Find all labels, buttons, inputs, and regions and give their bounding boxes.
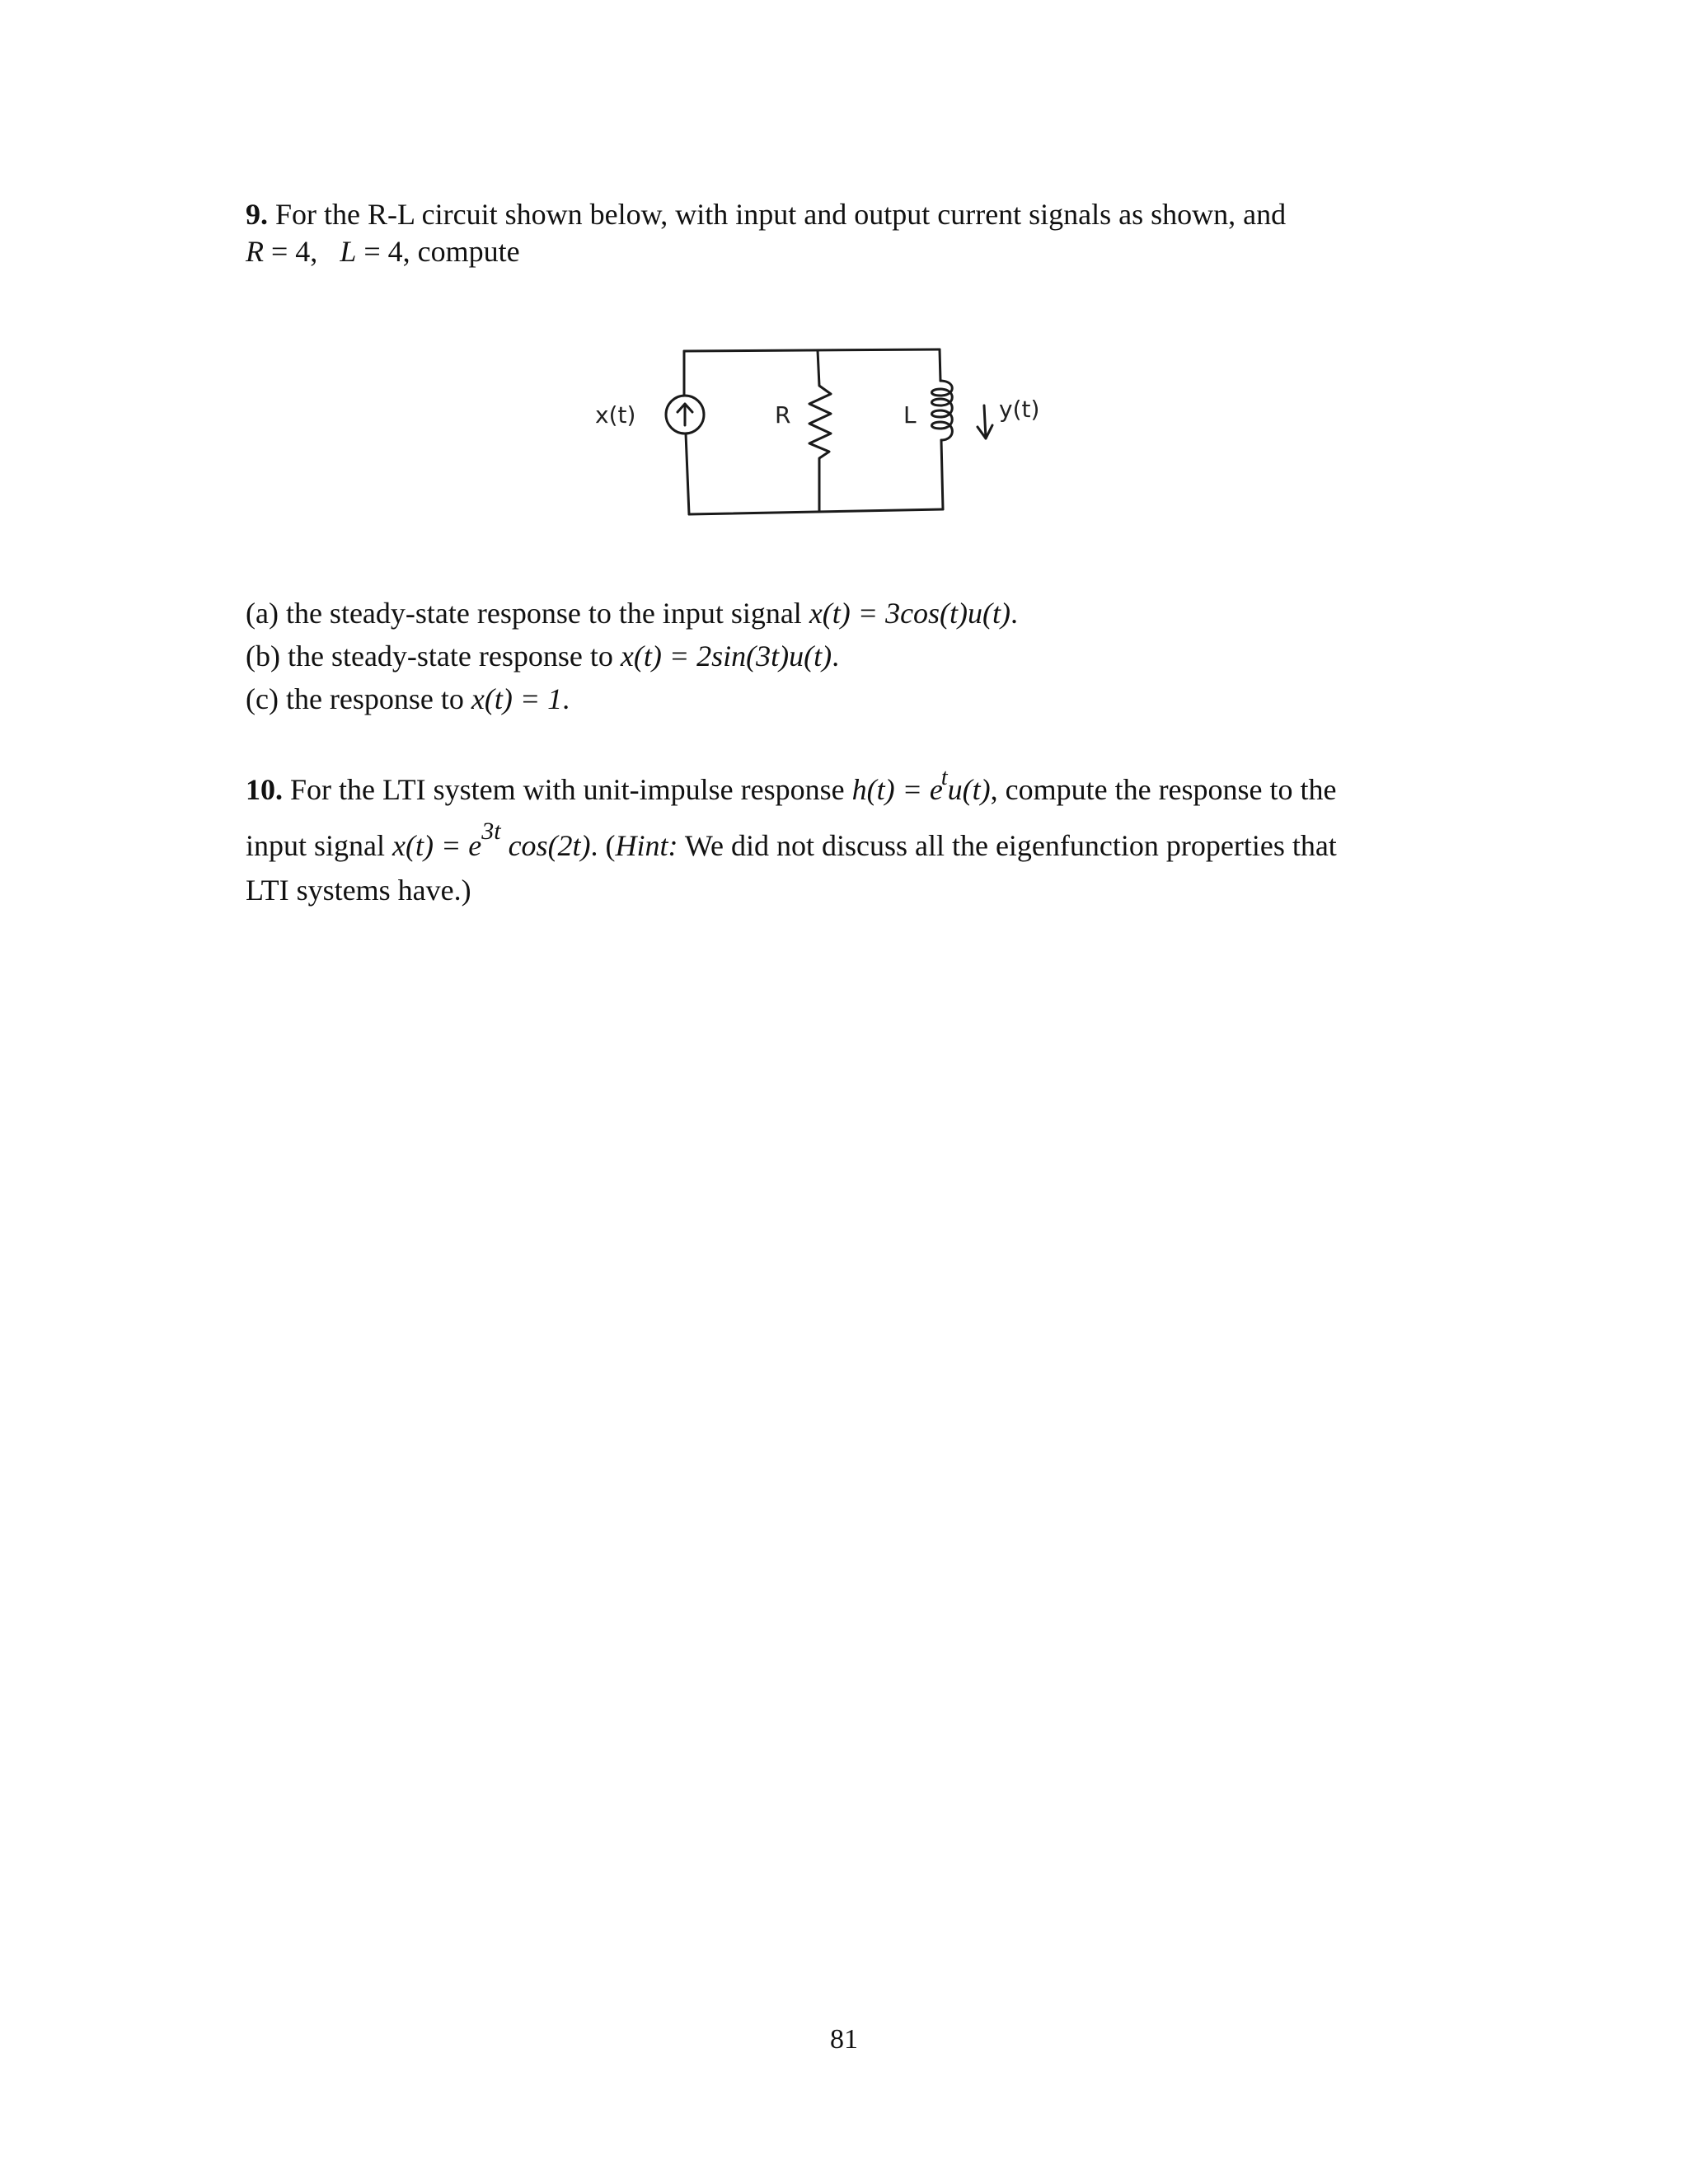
impulse-response-exponent: t	[940, 765, 948, 790]
down-arrow-icon	[978, 405, 992, 438]
hint-label: Hint:	[615, 829, 678, 862]
input-signal-text: input signal	[246, 829, 392, 862]
problem-10-intro-tail: , compute the response to the	[990, 773, 1337, 806]
inductor-label: L	[903, 401, 917, 429]
param-l-symbol: L	[340, 235, 357, 268]
circuit-right-wire-bottom	[941, 440, 943, 509]
impulse-response-rhs: u(t)	[947, 773, 991, 806]
param-r-value: = 4,	[264, 235, 318, 268]
problem-9-number: 9.	[246, 198, 268, 231]
problem-9-intro-text: For the R-L circuit shown below, with input and output current signals as shown, and	[275, 198, 1287, 231]
resistor-label: R	[775, 401, 791, 429]
problem-10-line-2	[246, 818, 1337, 866]
up-arrow-icon	[678, 404, 692, 425]
problem-10-line-3-text: LTI systems have.)	[246, 874, 471, 907]
part-a-math: x(t) = 3cos(t)u(t)	[809, 597, 1011, 630]
circuit-bottom-wire	[689, 509, 943, 514]
inductor-icon	[931, 381, 952, 440]
hint-open: . (	[590, 829, 616, 862]
input-current-label: x(t)	[595, 401, 636, 429]
problem-10-line-3	[246, 872, 471, 908]
rl-circuit-diagram	[577, 338, 1121, 536]
problem-9-params	[246, 233, 520, 269]
problem-9-intro	[246, 196, 1286, 232]
problem-9-part-a	[246, 595, 1018, 631]
hint-text: We did not discuss all the eigenfunction properties that	[678, 829, 1337, 862]
part-c-math: x(t) = 1	[471, 682, 563, 715]
part-c-text: (c) the response to	[246, 682, 471, 715]
page-number: 81	[830, 2024, 858, 2055]
part-a-end: .	[1010, 597, 1019, 630]
problem-9-part-c	[246, 681, 570, 717]
problem-10-intro: For the LTI system with unit-impulse response	[290, 773, 852, 806]
part-b-end: .	[832, 640, 840, 673]
problem-9-part-b	[246, 638, 839, 674]
problem-10-number: 10.	[246, 773, 283, 806]
input-signal-rhs: cos(2t)	[500, 829, 591, 862]
resistor-icon	[809, 350, 831, 511]
param-r-symbol: R	[246, 235, 264, 268]
output-current-label: y(t)	[999, 396, 1040, 423]
input-signal-exponent: 3t	[481, 818, 501, 845]
param-l-value: = 4	[356, 235, 403, 268]
part-a-text: (a) the steady-state response to the input signal	[246, 597, 809, 630]
part-c-end: .	[562, 682, 570, 715]
part-b-text: (b) the steady-state response to	[246, 640, 621, 673]
params-tail: , compute	[402, 235, 520, 268]
part-b-math: x(t) = 2sin(3t)u(t)	[620, 640, 832, 673]
impulse-response-lhs: h(t) = e	[851, 773, 943, 806]
circuit-top-wire	[684, 349, 940, 351]
input-signal-lhs: x(t) = e	[392, 829, 482, 862]
circuit-left-wire-bottom	[686, 434, 689, 514]
problem-10-line-1	[246, 765, 1337, 811]
